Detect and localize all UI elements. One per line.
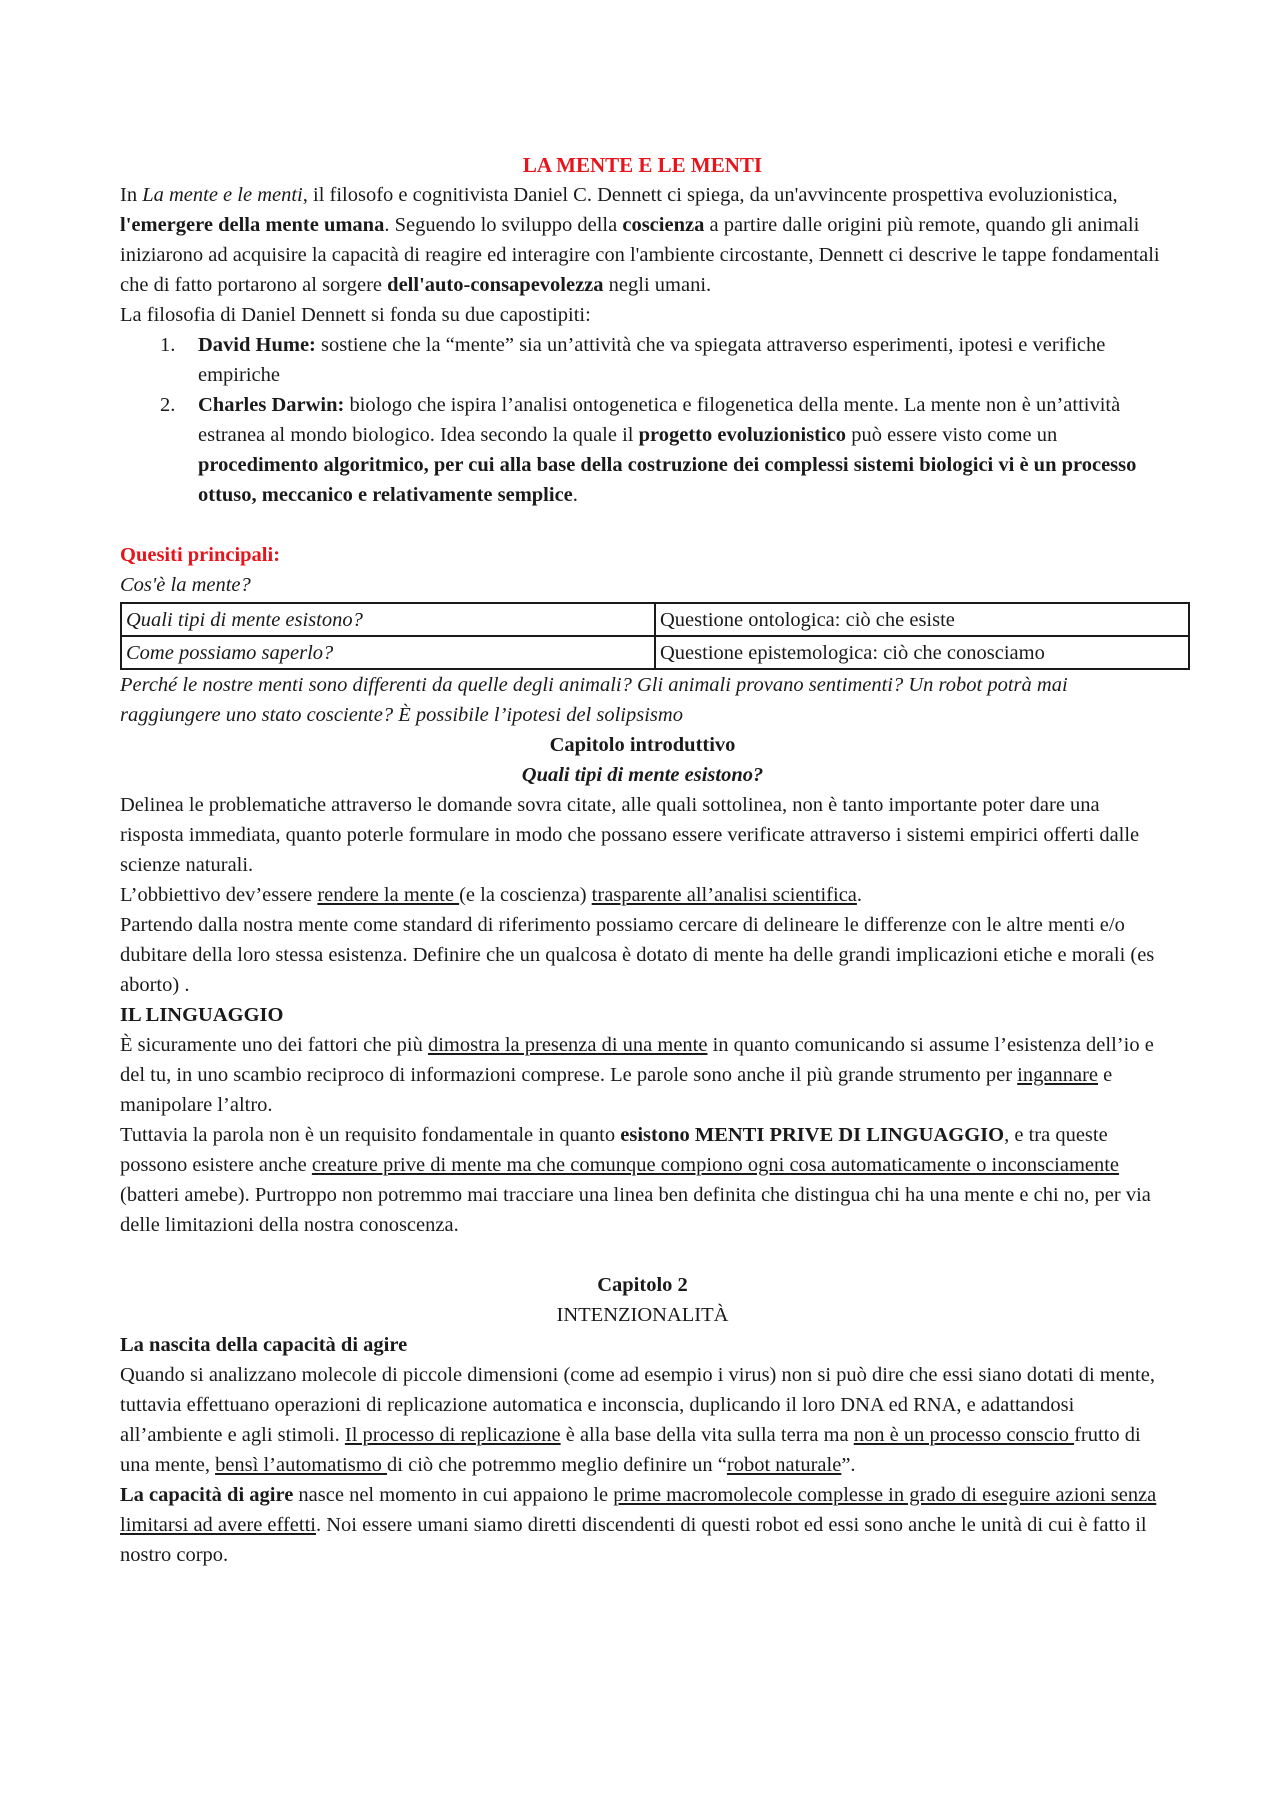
text: negli umani.	[603, 274, 712, 296]
underlined-text: bensì l’automatismo	[215, 1454, 388, 1476]
bold-text: coscienza	[622, 214, 705, 236]
underlined-text: ingannare	[1017, 1064, 1098, 1086]
underlined-text: rendere la mente	[317, 884, 460, 906]
table-cell	[121, 636, 655, 669]
bold-text: Capitolo 2	[597, 1274, 688, 1296]
spacer	[120, 1240, 1165, 1270]
bold-text: procedimento algoritmico, per cui alla base della costruzione dei complessi sistemi biologici vi è un processo ottuso, meccanico e relativamente semplice	[198, 454, 1137, 506]
founders-list	[120, 330, 1165, 510]
text: sostiene che la “mente” sia un’attività che va spiegata attraverso esperimenti, ipotesi e verifiche empiriche	[198, 334, 1106, 386]
paragraph: Delinea le problematiche attraverso le domande sovra citate, alle quali sottolinea, non è tanto importante poter dare una risposta immediata, quanto poterle formulare in modo che possano essere verificate attraverso i sistemi empirici offerti dalle scienze naturali.	[120, 794, 1140, 876]
text: a partire dalle origini più remote, quando gli animali iniziarono ad acquisire la capacità di reagire ed interagire con l'ambiente circostante, Dennett ci descrive le tappe fondamentali che di fatto portarono al sorgere	[120, 214, 1160, 296]
paragraph	[120, 1360, 1165, 1480]
text: nasce nel momento in cui appaiono le	[293, 1484, 614, 1506]
bold-text: La nascita della capacità di agire	[120, 1334, 408, 1356]
bold-italic-text: Quali tipi di mente esistono?	[521, 764, 764, 786]
bold-text: l'emergere della mente umana	[120, 214, 385, 236]
questions-table	[120, 602, 1190, 670]
table-row	[121, 603, 1189, 636]
text: può essere visto come un	[846, 424, 1058, 446]
table-cell: Questione epistemologica: ciò che conosciamo	[655, 636, 1189, 669]
text: in quanto comunicando si assume l’esistenza dell’io e del tu, in uno scambio reciproco di informazioni comprese. Le parole sono anche il più grande strumento per	[120, 1034, 1154, 1086]
subsection-heading	[120, 1330, 1165, 1360]
italic-text: Quali tipi di mente esistono?	[126, 608, 363, 631]
chapter-title	[120, 730, 1165, 760]
list-number: 1.	[160, 334, 176, 356]
underlined-text: dimostra la presenza di una mente	[427, 1034, 708, 1056]
italic-text: Cos'è la mente?	[120, 574, 251, 596]
text: . Seguendo lo sviluppo della	[384, 214, 623, 236]
document-title: LA MENTE E LE MENTI	[522, 153, 763, 177]
text: L’obbiettivo dev’essere	[120, 884, 318, 906]
text: , il filosofo e cognitivista Daniel C. Dennett ci spiega, da un'avvincente prospettiva evoluzionistica,	[302, 184, 1118, 206]
bold-text: David Hume:	[198, 334, 316, 356]
paragraph: Partendo dalla nostra mente come standard di riferimento possiamo cercare di delineare le differenze con le altre menti e/o dubitare della loro stessa esistenza. Definire che un qualcosa è dotato di mente ha delle grandi implicazioni etiche e morali (es aborto) .	[120, 914, 1155, 996]
text: , e tra queste possono esistere anche	[120, 1124, 1108, 1176]
underlined-text: trasparente all’analisi scientifica	[591, 884, 857, 906]
text: di ciò che potremmo meglio definire un “	[387, 1454, 727, 1476]
underlined-text: creature prive di mente ma che comunque compiono ogni cosa automaticamente o inconsciamente	[311, 1154, 1120, 1176]
text: frutto di una mente,	[120, 1424, 1141, 1476]
text: Tuttavia la parola non è un requisito fondamentale in quanto	[120, 1124, 621, 1146]
table-cell	[121, 603, 655, 636]
list-item	[120, 330, 1165, 390]
section-heading: Quesiti principali:	[120, 544, 281, 566]
text: In	[120, 184, 143, 206]
underlined-text: prime macromolecole complesse in grado di eseguire azioni senza limitarsi ad avere effetti	[120, 1484, 1157, 1536]
text: è alla base della vita sulla terra ma	[560, 1424, 854, 1446]
intro-paragraph	[120, 180, 1165, 300]
bold-text: esistono MENTI PRIVE DI LINGUAGGIO	[620, 1124, 1005, 1146]
text: Quando si analizzano molecole di piccole dimensioni (come ad esempio i virus) non si può dire che essi siano dotati di mente, tuttavia effettuano operazioni di replicazione automatica e inconscia, duplicando il loro DNA ed RNA, e adattandosi all’ambiente e agli stimoli.	[120, 1364, 1155, 1446]
text: ”.	[841, 1454, 856, 1476]
text: (e la coscienza)	[459, 884, 592, 906]
text: biologo che ispira l’analisi ontogenetica e filogenetica della mente. La mente non è un’attività estranea al mondo biologico. Idea secondo la quale il	[198, 394, 1121, 446]
chapter-subtitle	[120, 760, 1165, 790]
bold-text: progetto evoluzionistico	[638, 424, 847, 446]
document-page	[120, 150, 1165, 1570]
text: e manipolare l’altro.	[120, 1064, 1113, 1116]
bold-text: dell'auto-consapevolezza	[387, 274, 604, 296]
intro-paragraph-2: La filosofia di Daniel Dennett si fonda su due capostipiti:	[120, 304, 591, 326]
table-cell: Questione ontologica: ciò che esiste	[655, 603, 1189, 636]
paragraph	[120, 1480, 1165, 1570]
bold-text: Charles Darwin:	[198, 394, 345, 416]
text: (batteri amebe). Purtroppo non potremmo mai tracciare una linea ben definita che distingua chi ha una mente e chi no, per via delle limitazioni della nostra conoscenza.	[120, 1184, 1151, 1236]
question	[120, 670, 1165, 730]
bold-text: La capacità di agire	[120, 1484, 294, 1506]
text: È sicuramente uno dei fattori che più	[120, 1034, 428, 1056]
paragraph	[120, 880, 1165, 910]
question	[120, 570, 1165, 600]
italic-text: Perché le nostre menti sono differenti da quelle degli animali? Gli animali provano sentimenti? Un robot potrà mai raggiungere uno stato cosciente? È possibile l’ipotesi del solipsismo	[120, 674, 1068, 726]
bold-text: IL LINGUAGGIO	[120, 1004, 284, 1026]
chapter-title	[120, 1270, 1165, 1300]
book-title: La mente e le menti	[142, 184, 303, 206]
bold-text: Capitolo introduttivo	[549, 734, 736, 756]
list-item	[120, 390, 1165, 510]
paragraph	[120, 1120, 1165, 1240]
underlined-text: Il processo di replicazione	[344, 1424, 561, 1446]
text: .	[572, 484, 578, 506]
subsection-heading	[120, 1000, 1165, 1030]
paragraph	[120, 1030, 1165, 1120]
text: . Noi essere umani siamo diretti discendenti di questi robot ed essi sono anche le unità di cui è fatto il nostro corpo.	[120, 1514, 1147, 1566]
text: .	[856, 884, 863, 906]
underlined-text: robot naturale	[726, 1454, 842, 1476]
underlined-text: non è un processo conscio	[853, 1424, 1075, 1446]
italic-text: Come possiamo saperlo?	[126, 641, 334, 664]
chapter-subtitle: INTENZIONALITÀ	[556, 1304, 729, 1326]
table-row	[121, 636, 1189, 669]
list-number: 2.	[160, 394, 176, 416]
